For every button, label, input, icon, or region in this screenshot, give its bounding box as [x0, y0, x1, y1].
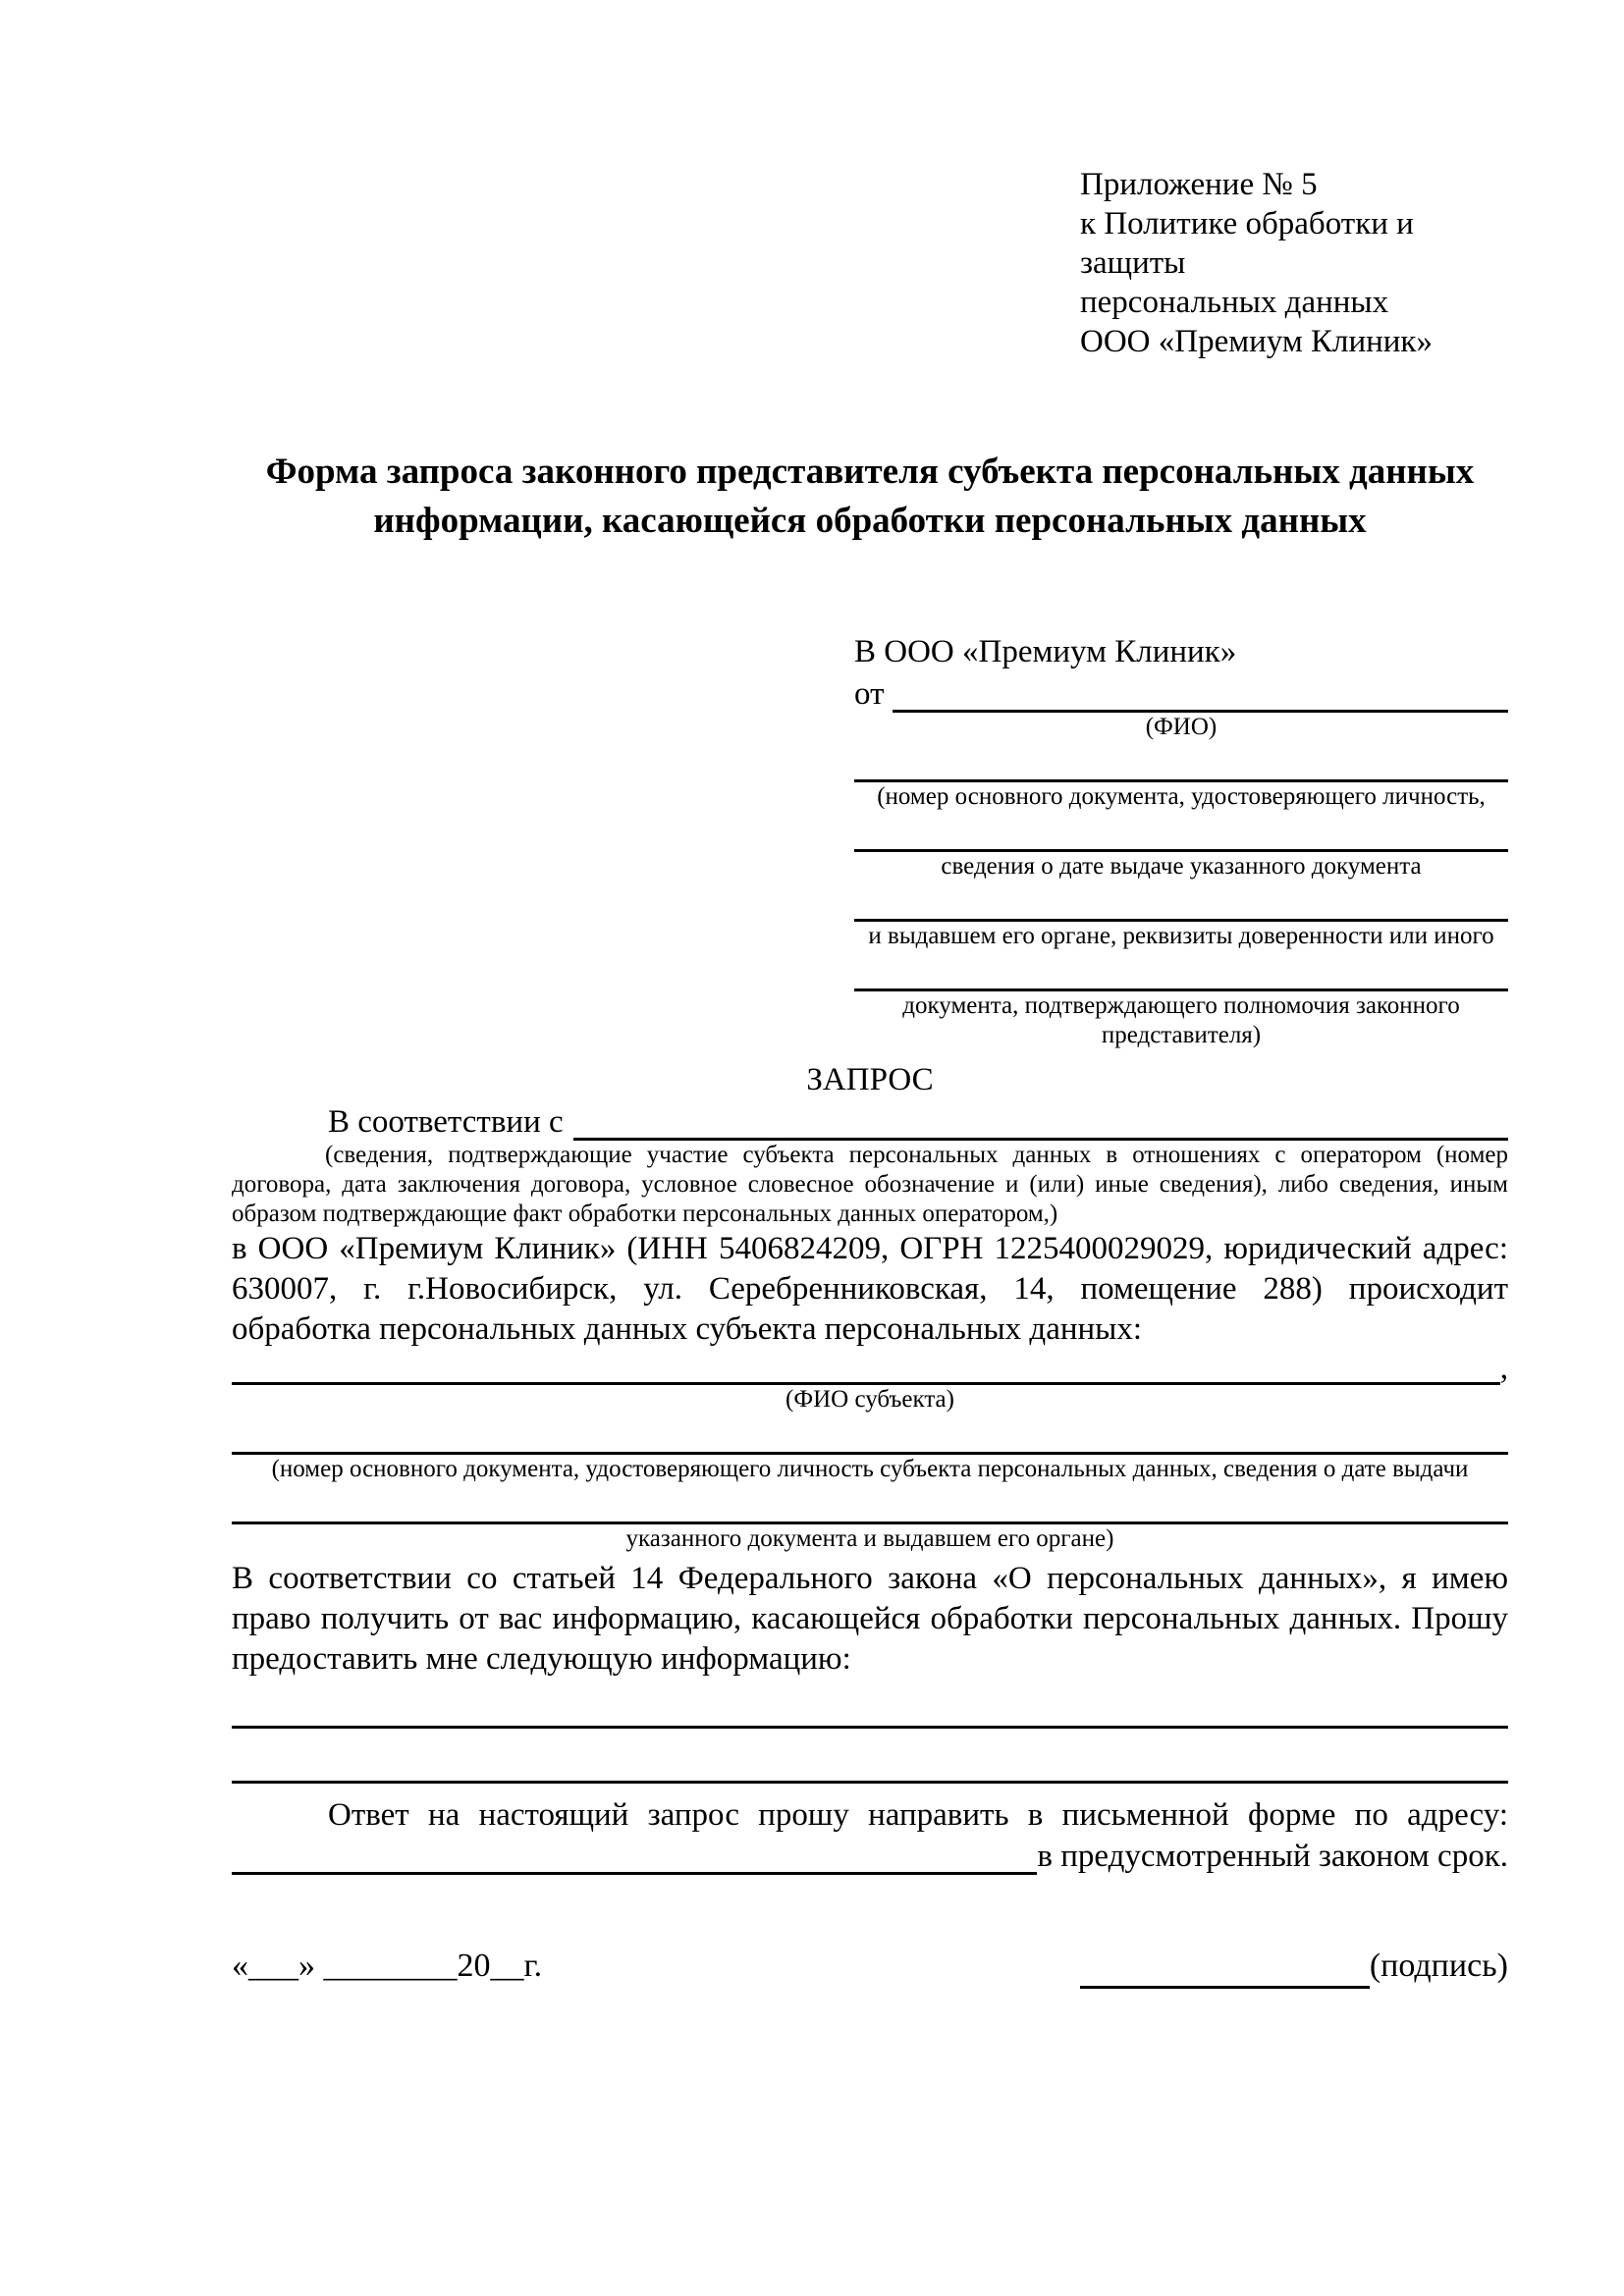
representative-doc-caption: (номер основного документа, удостоверяющего личность,: [877, 783, 1486, 810]
representative-doc-blank-line: [854, 817, 1508, 852]
subject-doc-blank-line: [232, 1419, 1508, 1455]
signature-blank-line: [1080, 1949, 1370, 1989]
intro-row: [232, 1101, 1508, 1141]
answer-address-row: [232, 1836, 1508, 1875]
appendix-line: Приложение № 5: [1080, 167, 1318, 202]
info-blank-line-2: [232, 1748, 1508, 1784]
signature-area: [1080, 1944, 1508, 1989]
document-content: [232, 0, 1508, 1989]
subject-fio-row: [232, 1350, 1508, 1385]
document-title-line-2: информации, касающейся обработки персональных данных: [373, 501, 1367, 541]
from-label: от: [854, 676, 885, 712]
representative-doc-caption: документа, подтверждающего полномочия законного представителя): [902, 992, 1460, 1048]
answer-suffix: в предусмотренный законом срок.: [1037, 1839, 1508, 1874]
appendix-header: [1080, 165, 1508, 361]
appendix-line: к Политике обработки и защиты: [1080, 206, 1414, 281]
fio-caption: (ФИО): [1145, 714, 1218, 740]
representative-doc-blank-line: [854, 956, 1508, 991]
intro-label: В соответствии с: [328, 1104, 564, 1140]
document-title-line-1: Форма запроса законного представителя субъекта персональных данных: [265, 452, 1475, 492]
answer-paragraph: Ответ на настоящий запрос прошу направить в письменной форме по адресу:: [328, 1797, 1508, 1833]
subject-doc-caption-1: (номер основного документа, удостоверяющего личность субъекта персональных данных, сведения о дате выдачи: [271, 1456, 1469, 1482]
date-blank: «___» ________20__г.: [232, 1948, 543, 1984]
signature-caption: (подпись): [1369, 1948, 1508, 1984]
intro-caption: (сведения, подтверждающие участие субъекта персональных данных в отношениях с оператором (номер договора, дата заключения договора, условное словесное обозначение и (или) иные сведения), либо сведения, иным образом подтверждающие факт обработки персональных данных оператором,): [232, 1142, 1508, 1227]
law-paragraph: В соответствии со статьей 14 Федерального закона «О персональных данных», я имею право получить от вас информацию, касающейся обработки персональных данных. Прошу предоставить мне следующую информацию:: [232, 1561, 1508, 1677]
addressee-block: [854, 630, 1508, 1050]
subject-line-comma: ,: [1499, 1351, 1508, 1386]
representative-doc-blank-line: [854, 886, 1508, 922]
appendix-line: ООО «Премиум Клиник»: [1080, 324, 1433, 359]
addressee-to: В ООО «Премиум Клиник»: [854, 634, 1237, 669]
subject-fio-caption: (ФИО субъекта): [785, 1386, 954, 1413]
operator-paragraph: в ООО «Премиум Клиник» (ИНН 5406824209, ОГРН 1225400029029, юридический адрес: 630007, г. г.Новосибирск, ул. Серебренниковская, 14, помещение 288) происходит обработка персональных данных субъекта персональных данных:: [232, 1231, 1508, 1347]
representative-doc-caption: сведения о дате выдаче указанного документа: [941, 853, 1422, 880]
document-title: [232, 448, 1508, 546]
subject-doc-blank-line: [232, 1489, 1508, 1524]
subject-doc-caption-2: указанного документа и выдавшем его органе): [625, 1525, 1114, 1552]
info-blank-line-1: [232, 1693, 1508, 1729]
representative-doc-blank-line: [854, 747, 1508, 782]
answer-address-blank-line: [232, 1872, 1037, 1875]
representative-doc-caption: и выдавшем его органе, реквизиты доверенности или иного: [868, 923, 1494, 949]
signature-row: [232, 1944, 1508, 1989]
appendix-line: персональных данных: [1080, 285, 1389, 320]
from-row: [854, 673, 1508, 713]
request-heading: ЗАПРОС: [806, 1062, 934, 1097]
